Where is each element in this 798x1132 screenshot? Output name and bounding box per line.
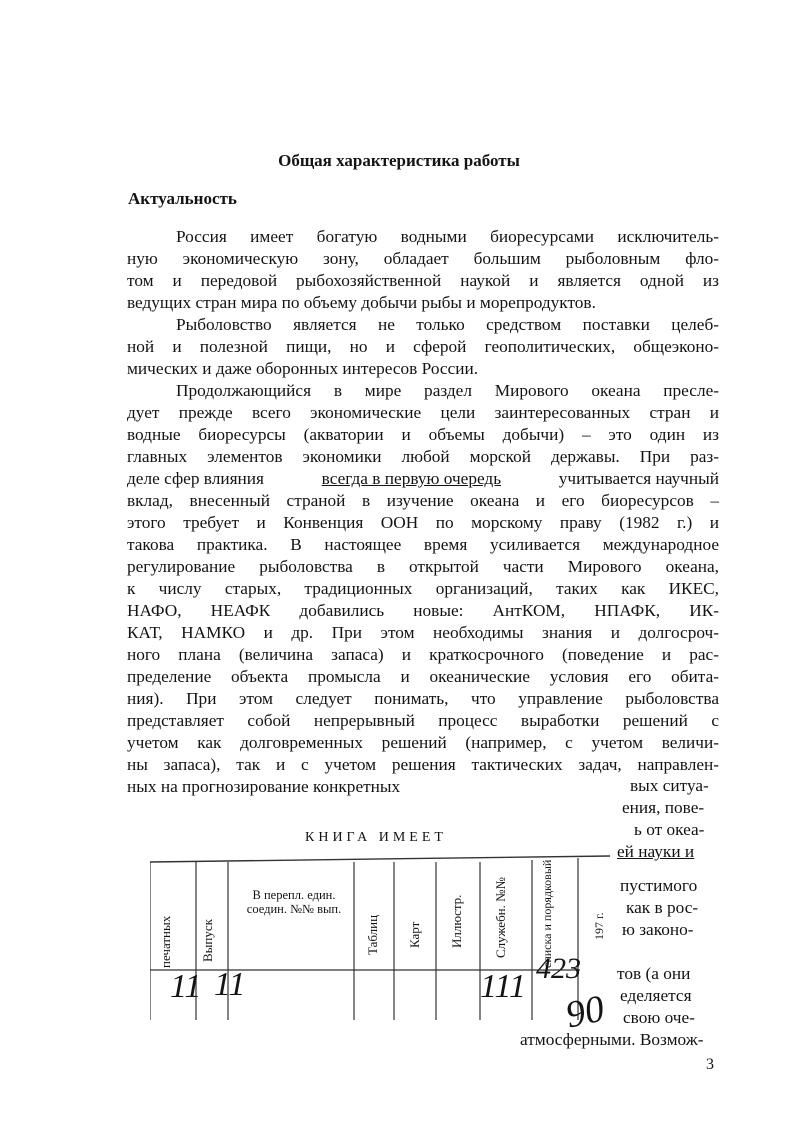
stamp-column-label: Карт [407, 921, 422, 948]
text-line: Рыболовство является не только средством поставки целеб- [176, 315, 719, 334]
text-line: водные биоресурсы (акватории и объемы добычи) – это один из [127, 425, 719, 444]
handwritten-mark: 90 [562, 987, 608, 1037]
text-line: КАТ, НАМКО и др. При этом необходимы знания и долгосроч- [127, 623, 719, 642]
stamp-column-label: Служебн. №№ [493, 877, 508, 958]
text-fragment: тов (а они [617, 964, 691, 983]
text-line: ного плана (величина запаса) и краткосрочного (поведение и рас- [127, 645, 719, 664]
text-line: к числу старых, традиционных организаций, таких как ИКЕС, [127, 579, 719, 598]
stamp-heading: КНИГА ИМЕЕТ [305, 830, 447, 845]
stamp-column-label: Выпуск [200, 919, 215, 962]
text-fragment: ей науки и [617, 842, 695, 861]
handwritten-mark: 11 [170, 968, 202, 1005]
section-heading: Актуальность [128, 189, 237, 208]
text-line: регулирование рыболовства в открытой части Мирового океана, [127, 557, 719, 576]
text-line: ной и полезной пищи, но и сферой геополитических, общеэконо- [127, 337, 719, 356]
text-segment: деле сфер влияния [127, 469, 264, 488]
page-number: 3 [706, 1056, 714, 1073]
text-line: том и передовой рыбохозяйственной наукой и является одной из [127, 271, 719, 290]
text-line: дует прежде всего экономические цели заинтересованных стран и [127, 403, 719, 422]
text-line: этого требует и Конвенция ООН по морскому праву (1982 г.) и [127, 513, 719, 532]
text-line: вклад, внесенный страной в изучение океана и его биоресурсов – [127, 491, 719, 510]
text-fragment: ения, пове- [622, 798, 705, 817]
text-line: ведущих стран мира по объему добычи рыбы и морепродуктов. [127, 293, 596, 312]
text-line: главных элементов экономики любой морской державы. При раз- [127, 447, 719, 466]
stamp-column-label: Таблиц [365, 914, 380, 955]
text-line: представляет собой непрерывный процесс выработки решений с [127, 711, 719, 730]
stamp-column-label: 197 г. [592, 912, 606, 940]
handwritten-mark: 11 [214, 966, 246, 1003]
text-fragment: атмосферными. Возмож- [520, 1030, 704, 1049]
text-line: ны запаса), так и с учетом решения тактических задач, направлен- [127, 755, 719, 774]
text-line: пределение объекта промысла и океанические условия его обита- [127, 667, 719, 686]
text-fragment: свою оче- [623, 1008, 695, 1027]
handwritten-mark: 423 [536, 952, 581, 985]
text-line: Россия имеет богатую водными биоресурсами исключитель- [176, 227, 719, 246]
text-line: Продолжающийся в мире раздел Мирового океана пресле- [176, 381, 719, 400]
text-fragment: пустимого [620, 876, 698, 895]
text-line-underlined [127, 468, 719, 490]
text-fragment: как в рос- [626, 898, 699, 917]
stamp-column-label: списка и порядковый [540, 859, 554, 968]
text-fragment: вых ситуа- [630, 776, 709, 795]
stamp-column-label: В перепл. един. соедин. №№ вып. [246, 888, 342, 916]
text-fragment: еделяется [620, 986, 692, 1005]
text-line: НАФО, НЕАФК добавились новые: АнтКОМ, НПАФК, ИК- [127, 601, 719, 620]
stamp-column-label: печатных [158, 915, 173, 968]
handwritten-mark: 111 [480, 968, 526, 1005]
text-segment: учитывается научный [558, 469, 719, 488]
text-line: такова практика. В настоящее время усиливается международное [127, 535, 719, 554]
text-line: ния). При этом следует понимать, что управление рыболовства [127, 689, 719, 708]
text-fragment: ь от океа- [634, 820, 705, 839]
text-line: учетом как долговременных решений (например, с учетом величи- [127, 733, 719, 752]
text-line: ную экономическую зону, обладает большим рыболовным фло- [127, 249, 719, 268]
text-line: ных на прогнозирование конкретных [127, 777, 401, 796]
document-title: Общая характеристика работы [278, 151, 520, 170]
text-line: мических и даже оборонных интересов России. [127, 359, 479, 378]
stamp-column-label: Иллюстр. [449, 894, 464, 948]
underlined-phrase: всегда в первую очередь [321, 469, 502, 488]
text-fragment: ю законо- [622, 920, 694, 939]
